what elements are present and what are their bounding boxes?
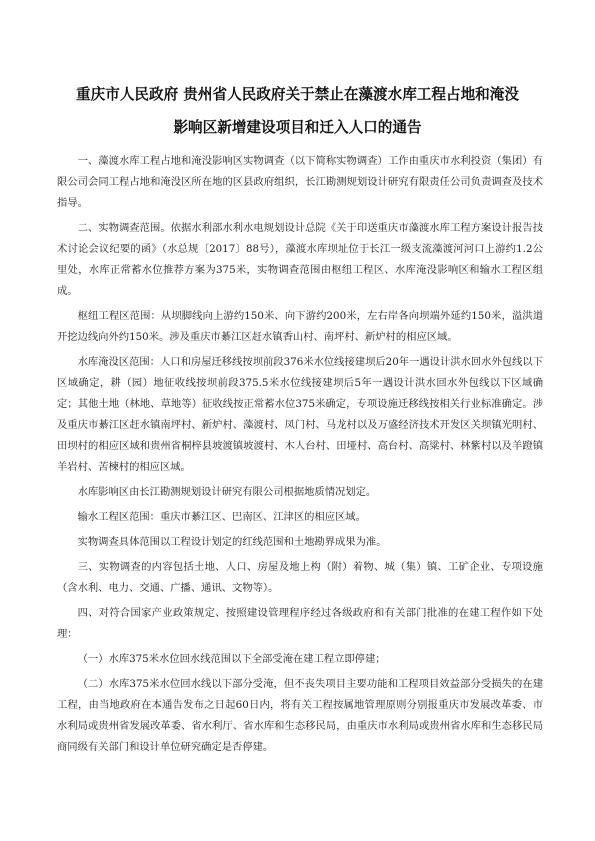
paragraph-11: （二）水库375米水位回水线以下部分受淹，但不丧失项目主要功能和工程项目效益部分受损失的在建工程，由当地政府在本通告发布之日起60日内，将有关工程按属地管理原则分别报重庆市发展改革委、市水利局或贵州省发展改革委、省水利厅、省水库和生态移民局，由重庆市水利局或贵州省水库和生态移民局商同级有关部门和设计单位研究确定是否停建。 — [57, 678, 543, 753]
paragraph-1: 一、藻渡水库工程占地和淹没影响区实物调查（以下简称实物调查）工作由重庆市水利投资（集团）有限公司会同工程占地和淹没区所在地的区县政府组织，长江勘测规划设计研究有限责任公司负责调查及技术指导。 — [57, 155, 543, 209]
paragraph-2: 二、实物调查范围。依据水利部水利水电规划设计总院《关于印送重庆市藻渡水库工程方案设计报告技术讨论会议纪要的函》（水总规〔2017〕88号），藻渡水库坝址位于长江一级支流藻渡河河口上游约1.2公里处，水库正常蓄水位推荐方案为375米，实物调查范围由枢纽工程区、水库淹没影响区和输水工程区组成。 — [57, 222, 543, 297]
paragraph-4: 水库淹没区范围：人口和房屋迁移线按坝前段376米水位线接建坝后20年一遇设计洪水回水外包线以下区域确定，耕（园）地征收线按坝前段375.5米水位线接建坝后5年一遇设计洪水回水外包线以下区域确定；其他土地（林地、草地等）征收线按正常蓄水位375米确定，专项设施迁移线按相关行业标准确定。涉及重庆市綦江区赶水镇南坪村、新炉村、藻渡村、凤门村、马龙村以及万盛经济技术开发区关坝镇光明村、田坝村的相应区域和贵州省桐梓县坡渡镇坡渡村、木人台村、田垭村、高台村、高粱村、林紫村以及羊蹬镇羊岩村、苦楝村的相应区域。 — [57, 356, 543, 473]
paragraph-7: 实物调查具体范围以工程设计划定的红线范围和土地勘界成果为准。 — [77, 536, 387, 548]
paragraph-6: 输水工程区范围：重庆市綦江区、巴南区、江津区的相应区域。 — [77, 511, 366, 523]
document-body — [57, 151, 543, 758]
paragraph-8: 三、实物调查的内容包括土地、人口、房屋及地上构（附）着物、城（集）镇、工矿企业、专项设施（含水利、电力、交通、广播、通讯、文物等）。 — [57, 561, 543, 594]
paragraph-3: 枢纽工程区范围：从坝脚线向上游约150米、向下游约200米，左右岸各向坝端外延约150米，溢洪道开挖边线向外约150米。涉及重庆市綦江区赶水镇香山村、南坪村、新炉村的相应区域。 — [57, 310, 543, 343]
document-title-line1: 重庆市人民政府 贵州省人民政府关于禁止在藻渡水库工程占地和淹没 — [76, 86, 519, 103]
paragraph-10: （一）水库375米水位回水线范围以下全部受淹在建工程立即停建； — [77, 653, 386, 665]
paragraph-5: 水库影响区由长江勘测规划设计研究有限公司根据地质情况划定。 — [77, 486, 377, 498]
paragraph-9: 四、对符合国家产业政策规定、按照建设管理程序经过各级政府和有关部门批准的在建工程作如下处理： — [57, 607, 543, 640]
document-title-line2: 影响区新增建设项目和迁入人口的通告 — [173, 119, 422, 136]
